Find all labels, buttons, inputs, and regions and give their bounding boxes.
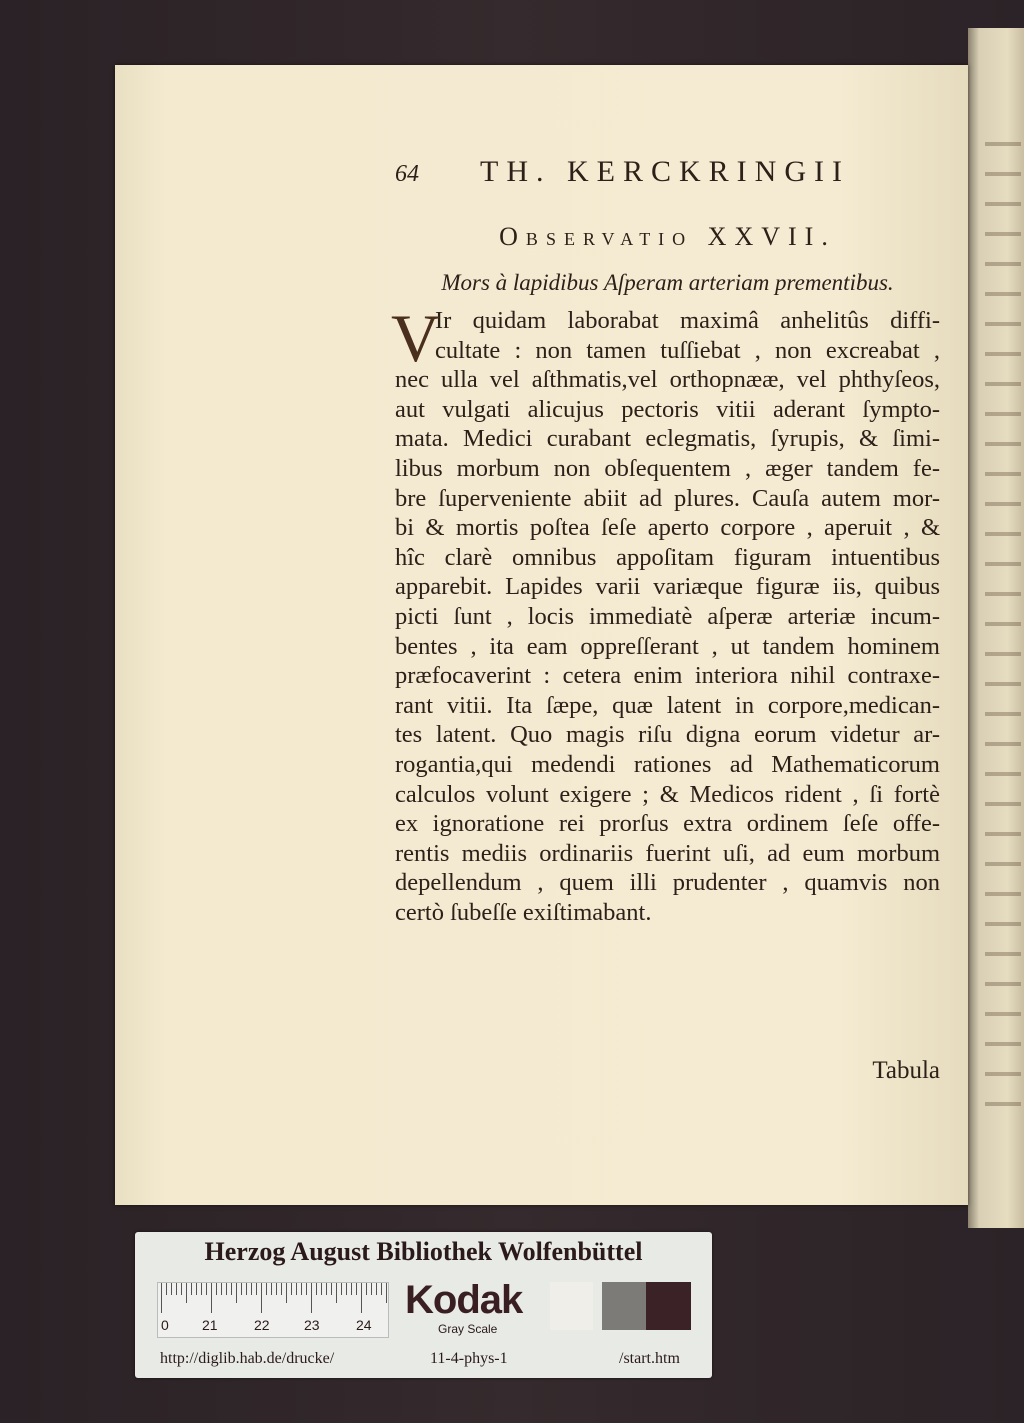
text-line: apparebit. Lapides varii variæque figuræ iis, quibus: [395, 573, 940, 601]
url-suffix: /start.htm: [619, 1350, 680, 1367]
ruler-tick: [351, 1283, 352, 1295]
body-text: [391, 300, 940, 927]
ruler-tick: [251, 1283, 252, 1295]
ruler-tick: [316, 1283, 317, 1295]
running-title: TH. KERCKRINGII: [480, 155, 850, 188]
text-line: ex ignoratione rei prorſus extra ordinem ſeſe offe-: [395, 810, 940, 838]
drop-cap: V: [391, 300, 441, 376]
text-line: bentes , ita eam oppreſſerant , ut tandem hominem: [395, 632, 940, 660]
ruler-tick: [166, 1283, 167, 1295]
gray-scale-caption: Gray Scale: [438, 1322, 498, 1336]
ruler-tick: [366, 1283, 367, 1295]
body-lines: [395, 306, 940, 927]
ruler-tick: [226, 1283, 227, 1295]
ruler-tick: [281, 1283, 282, 1295]
catchword: Tabula: [872, 1057, 940, 1084]
dark-patch: [646, 1282, 691, 1330]
ruler-tick: [206, 1283, 207, 1295]
ruler-tick: [341, 1283, 342, 1295]
text-line: bi & mortis poſtea ſeſe aperto corpore , aperuit , &: [395, 514, 940, 542]
text-line: certò ſubeſſe exiſtimabant.: [395, 898, 652, 926]
facing-page-text-bleed: [985, 120, 1021, 1120]
shelfmark: 11-4-phys-1: [430, 1350, 508, 1367]
ruler-scale: [157, 1282, 389, 1338]
text-line: picti ſunt , locis immediatè aſperæ arteriæ incum-: [395, 602, 940, 630]
ruler-tick: [381, 1283, 382, 1295]
ruler-tick: [181, 1283, 182, 1295]
ruler-tick: [376, 1283, 377, 1295]
ruler-tick: [211, 1283, 212, 1313]
ruler-tick: [246, 1283, 247, 1295]
ruler-tick: [386, 1283, 387, 1303]
ruler-tick: [236, 1283, 237, 1303]
page-number: 64: [395, 161, 419, 187]
text-line: libus morbum non obſequentem , æger tandem fe-: [395, 454, 940, 482]
library-color-card: [135, 1232, 712, 1378]
ruler-tick: [176, 1283, 177, 1295]
ruler-number: 0: [161, 1317, 169, 1333]
ruler-tick: [196, 1283, 197, 1295]
ruler-tick: [231, 1283, 232, 1295]
ruler-number: 21: [202, 1317, 218, 1333]
text-line: aut vulgati alicujus pectoris vitii aderant ſympto-: [395, 395, 940, 423]
library-name: Herzog August Bibliothek Wolfenbüttel: [204, 1237, 643, 1266]
ruler-tick: [186, 1283, 187, 1303]
text-line: tes latent. Quo magis riſu digna eorum videtur ar-: [395, 721, 940, 749]
text-line: cultate : non tamen tuſſiebat , non excreabat ,: [435, 336, 940, 364]
ruler-tick: [261, 1283, 262, 1313]
ruler-tick: [291, 1283, 292, 1295]
url-prefix: http://diglib.hab.de/drucke/: [160, 1350, 335, 1367]
ruler-tick: [286, 1283, 287, 1303]
ruler-tick: [241, 1283, 242, 1295]
ruler-tick: [301, 1283, 302, 1295]
text-line: rant vitii. Ita ſæpe, quæ latent in corpore,medican-: [395, 691, 940, 719]
kodak-logo: Kodak: [405, 1278, 523, 1322]
ruler-tick: [266, 1283, 267, 1295]
ruler-tick: [171, 1283, 172, 1295]
observation-heading: Observatio XXVII.: [499, 222, 836, 251]
ruler-tick: [201, 1283, 202, 1295]
observation-subtitle: Mors à lapidibus Aſperam arteriam prementibus.: [441, 270, 894, 295]
ruler-tick: [276, 1283, 277, 1295]
text-line: bre ſuperveniente abiit ad plures. Cauſa autem mor-: [395, 484, 940, 512]
ruler-tick: [296, 1283, 297, 1295]
gray-patch: [602, 1282, 646, 1330]
ruler-tick: [271, 1283, 272, 1295]
ruler-number: 23: [304, 1317, 320, 1333]
text-line: rentis mediis ordinariis fuerint uſi, ad eum morbum: [395, 839, 940, 867]
ruler-tick: [256, 1283, 257, 1295]
ruler-number: 24: [356, 1317, 372, 1333]
text-line: depellendum , quem illi prudenter , quamvis non: [395, 869, 940, 897]
ruler-tick: [321, 1283, 322, 1295]
running-head: [395, 155, 940, 191]
ruler-tick: [336, 1283, 337, 1303]
ruler-tick: [356, 1283, 357, 1295]
text-line: nec ulla vel aſthmatis,vel orthopnææ, vel phthyſeos,: [395, 366, 940, 394]
text-line: præfocaverint : cetera enim interiora nihil contraxe-: [395, 662, 940, 690]
ruler-tick: [371, 1283, 372, 1295]
ruler-tick: [191, 1283, 192, 1295]
ruler-tick: [306, 1283, 307, 1295]
text-line: Ir quidam laborabat maximâ anhelitûs diffi-: [435, 307, 940, 334]
ruler-tick: [311, 1283, 312, 1313]
facing-page-edge: [968, 28, 1024, 1228]
ruler-tick: [361, 1283, 362, 1313]
text-line: rogantia,qui medendi rationes ad Mathematicorum: [395, 750, 940, 778]
white-patch: [550, 1282, 593, 1330]
text-line: calculos volunt exigere ; & Medicos rident , ſi fortè: [395, 780, 940, 808]
ruler-tick: [221, 1283, 222, 1295]
text-line: mata. Medici curabant eclegmatis, ſyrupis, & ſimi-: [395, 425, 940, 453]
text-line: hîc clarè omnibus appoſitam figuram intuentibus: [395, 543, 940, 571]
ruler-tick: [346, 1283, 347, 1295]
ruler-tick: [216, 1283, 217, 1295]
ruler-tick: [326, 1283, 327, 1295]
ruler-tick: [331, 1283, 332, 1295]
ruler-number: 22: [254, 1317, 270, 1333]
ruler-tick: [161, 1283, 162, 1313]
